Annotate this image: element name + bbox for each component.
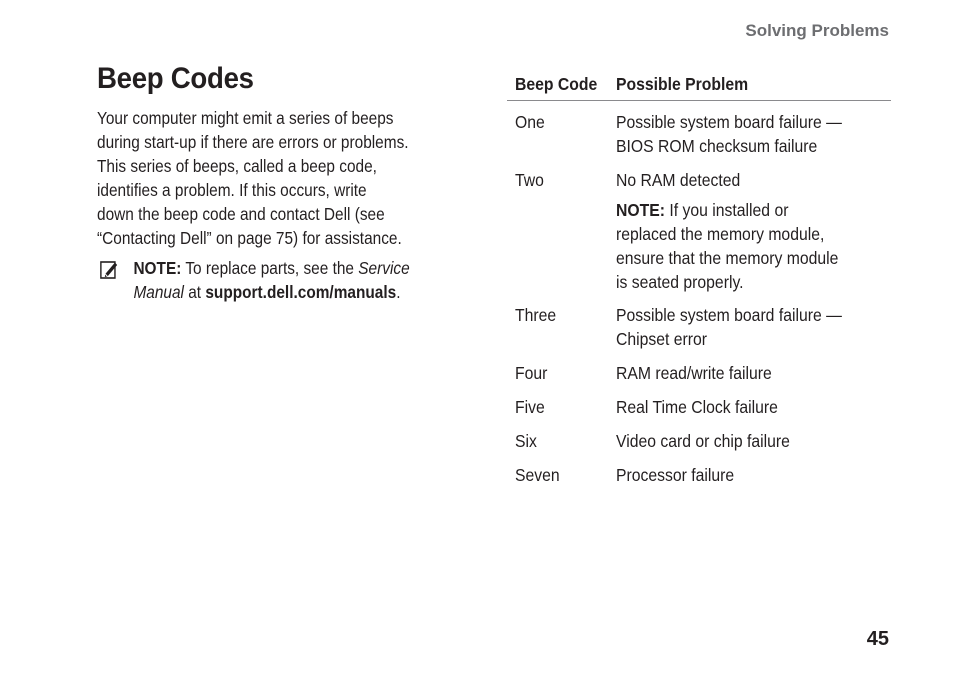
beep-code: Six <box>515 431 537 451</box>
note-text-part: To replace parts, see the <box>181 258 359 278</box>
page-title: Beep Codes <box>97 62 254 95</box>
problem-line: Possible system board failure — <box>616 305 842 325</box>
problem-line: Real Time Clock failure <box>616 397 778 417</box>
row-note <box>616 198 891 294</box>
beep-code: Three <box>515 305 557 325</box>
beep-code: Seven <box>515 465 560 485</box>
header-beep-code: Beep Code <box>515 74 598 94</box>
problem-line: No RAM detected <box>616 170 741 190</box>
beep-code: Four <box>515 363 548 383</box>
intro-line: “Contacting Dell” on page 75) for assistance. <box>97 228 402 248</box>
table-row <box>507 429 891 453</box>
table-row <box>507 110 891 158</box>
note-label: NOTE: <box>133 258 182 278</box>
row-note-label: NOTE: <box>616 200 666 220</box>
table-row <box>507 303 891 351</box>
note-text <box>133 256 452 304</box>
pencil-note-icon <box>100 260 118 279</box>
beep-code: One <box>515 112 545 132</box>
beep-code: Two <box>515 170 544 190</box>
table-row <box>507 395 891 419</box>
section-header: Solving Problems <box>745 21 889 40</box>
intro-line: down the beep code and contact Dell (see <box>97 204 385 224</box>
problem-line: Processor failure <box>616 465 735 485</box>
header-possible-problem: Possible Problem <box>616 74 749 94</box>
row-note-line <box>616 198 864 222</box>
row-note-line: ensure that the memory module <box>616 248 839 268</box>
table-row <box>507 168 891 294</box>
note-text-part: . <box>396 282 401 302</box>
row-note-line: is seated properly. <box>616 272 744 292</box>
note-italic: Manual <box>133 282 184 302</box>
table-header <box>507 72 891 101</box>
note-box <box>100 256 452 304</box>
manuals-link[interactable]: support.dell.com/manuals <box>205 282 397 302</box>
table-row <box>507 361 891 385</box>
page-number: 45 <box>866 628 889 650</box>
beep-code-table <box>507 72 891 487</box>
intro-line: during start-up if there are errors or problems. <box>97 132 409 152</box>
problem-line: Chipset error <box>616 329 708 349</box>
note-text-part: at <box>183 282 206 302</box>
table-row <box>507 463 891 487</box>
intro-paragraph <box>97 106 445 250</box>
row-note-text: If you installed or <box>665 200 789 220</box>
intro-line: This series of beeps, called a beep code, <box>97 156 377 176</box>
problem-line: Possible system board failure — <box>616 112 842 132</box>
note-italic: Service <box>358 258 410 278</box>
intro-line: identifies a problem. If this occurs, write <box>97 180 367 200</box>
intro-line: Your computer might emit a series of beeps <box>97 108 394 128</box>
row-note-line: replaced the memory module, <box>616 224 825 244</box>
problem-line: BIOS ROM checksum failure <box>616 136 818 156</box>
beep-code: Five <box>515 397 545 417</box>
problem-line: Video card or chip failure <box>616 431 790 451</box>
problem-line: RAM read/write failure <box>616 363 772 383</box>
